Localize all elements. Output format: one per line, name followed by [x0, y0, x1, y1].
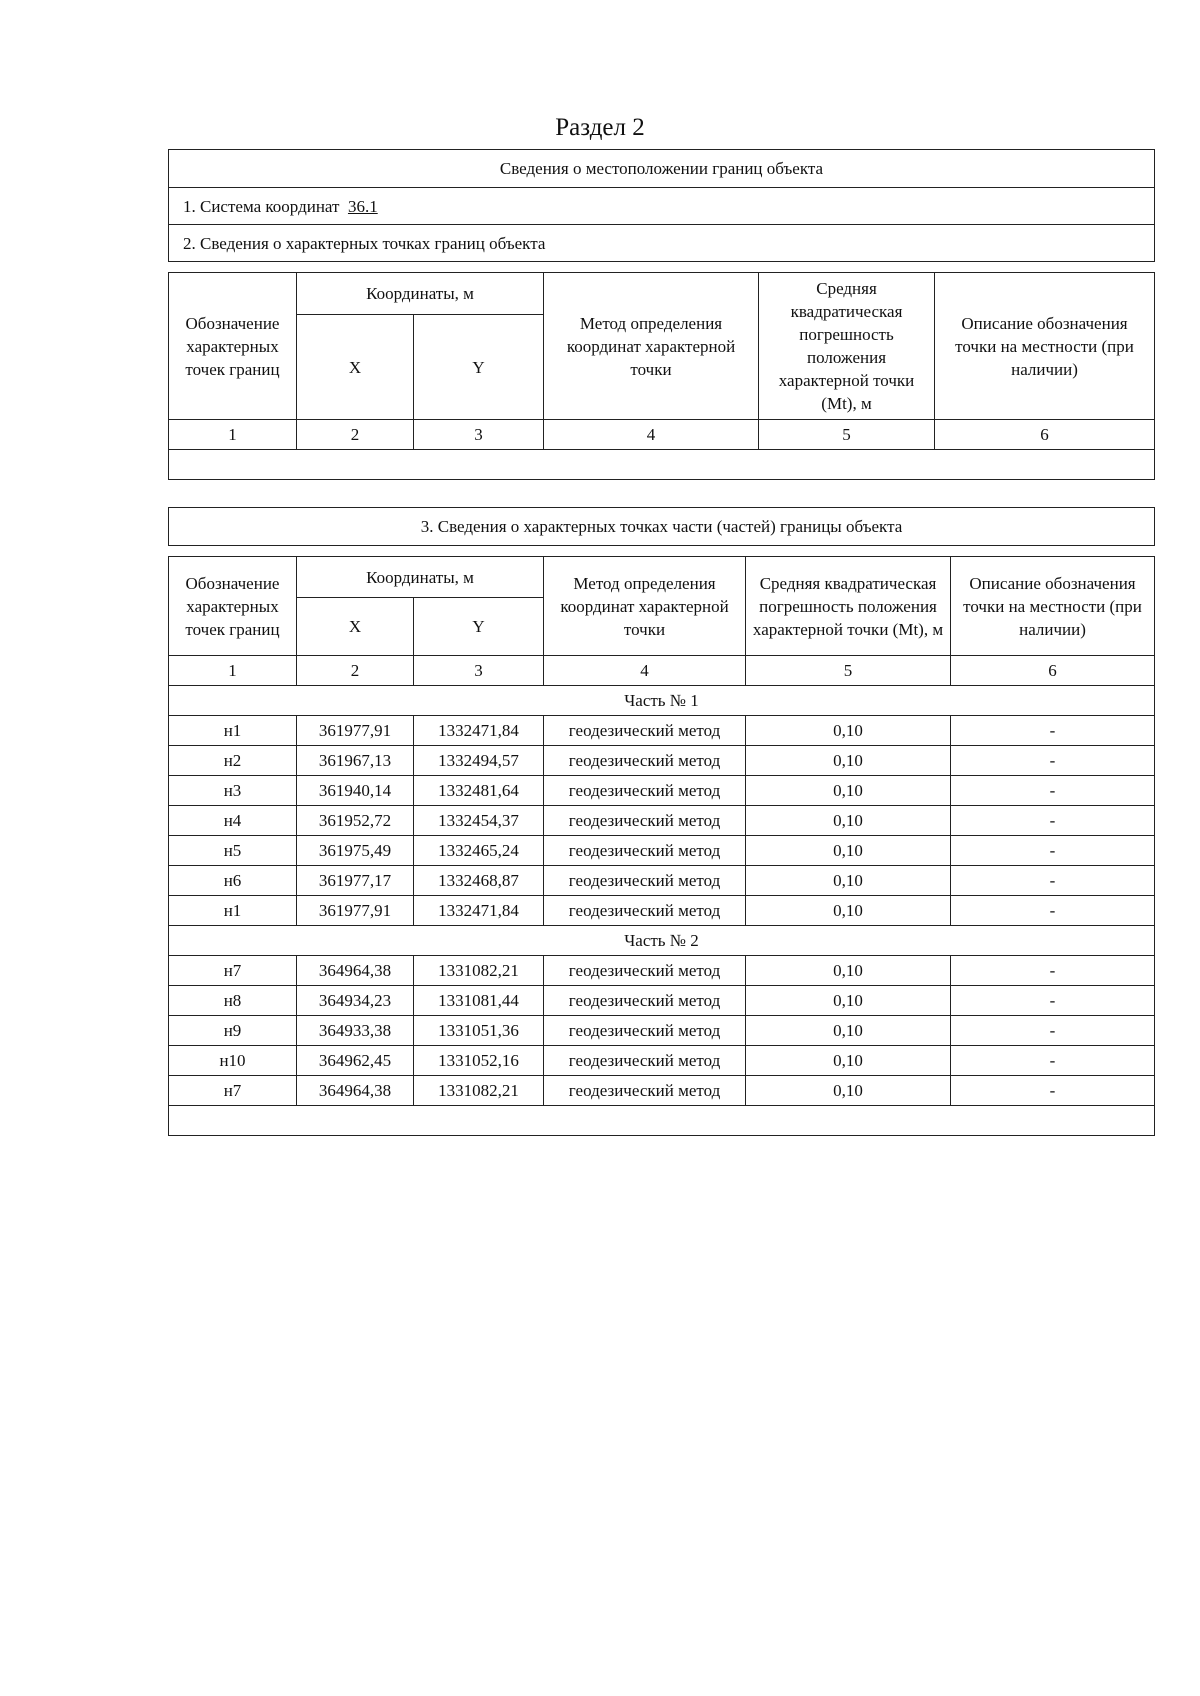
- section3-title: 3. Сведения о характерных точках части (частей) границы объекта: [169, 508, 1155, 546]
- desc-cell: -: [951, 896, 1155, 926]
- table-row: [169, 806, 1155, 836]
- error-cell: 0,10: [746, 716, 951, 746]
- y-cell: 1332471,84: [414, 896, 544, 926]
- method-cell: геодезический метод: [544, 1016, 746, 1046]
- location-info-header: [168, 149, 1155, 262]
- point-cell: н4: [169, 806, 297, 836]
- table-row: [169, 896, 1155, 926]
- desc-cell: -: [951, 866, 1155, 896]
- table-row: [169, 1016, 1155, 1046]
- x-cell: 364934,23: [297, 986, 414, 1016]
- boundary-points-table: [168, 272, 1155, 480]
- method-cell: геодезический метод: [544, 896, 746, 926]
- column-number: 4: [544, 420, 759, 450]
- y-cell: 1331052,16: [414, 1046, 544, 1076]
- table-row: [169, 836, 1155, 866]
- error-cell: 0,10: [746, 896, 951, 926]
- error-cell: 0,10: [746, 1046, 951, 1076]
- x-cell: 364933,38: [297, 1016, 414, 1046]
- point-cell: н5: [169, 836, 297, 866]
- y-cell: 1332468,87: [414, 866, 544, 896]
- col-x-header: X: [297, 315, 414, 420]
- point-cell: н10: [169, 1046, 297, 1076]
- point-cell: н7: [169, 956, 297, 986]
- coord-system-label: 1. Система координат: [183, 196, 340, 216]
- part-points-table: [168, 556, 1155, 1136]
- col-x-header: X: [297, 598, 414, 656]
- y-cell: 1331082,21: [414, 956, 544, 986]
- desc-cell: -: [951, 986, 1155, 1016]
- y-cell: 1332471,84: [414, 716, 544, 746]
- column-number: 3: [414, 656, 544, 686]
- error-cell: 0,10: [746, 1076, 951, 1106]
- column-number: 3: [414, 420, 544, 450]
- y-cell: 1331081,44: [414, 986, 544, 1016]
- col-y-header: Y: [414, 598, 544, 656]
- col-point-header: Обозначение характерных точек границ: [169, 557, 297, 656]
- y-cell: 1332454,37: [414, 806, 544, 836]
- method-cell: геодезический метод: [544, 866, 746, 896]
- method-cell: геодезический метод: [544, 986, 746, 1016]
- x-cell: 364964,38: [297, 1076, 414, 1106]
- method-cell: геодезический метод: [544, 716, 746, 746]
- empty-row: [169, 1106, 1155, 1136]
- table-row: [169, 716, 1155, 746]
- x-cell: 361977,17: [297, 866, 414, 896]
- table-row: [169, 746, 1155, 776]
- table-row: [169, 986, 1155, 1016]
- method-cell: геодезический метод: [544, 806, 746, 836]
- method-cell: геодезический метод: [544, 746, 746, 776]
- location-title: Сведения о местоположении границ объекта: [169, 150, 1155, 188]
- col-error-header: Средняя квадратическая погрешность положения характерной точки (Mt), м: [746, 557, 951, 656]
- y-cell: 1332494,57: [414, 746, 544, 776]
- coord-system-row: [169, 188, 1155, 225]
- error-cell: 0,10: [746, 806, 951, 836]
- col-desc-header: Описание обозначения точки на местности (при наличии): [951, 557, 1155, 656]
- point-cell: н2: [169, 746, 297, 776]
- column-number: 6: [935, 420, 1155, 450]
- desc-cell: -: [951, 956, 1155, 986]
- column-number: 2: [297, 420, 414, 450]
- x-cell: 361952,72: [297, 806, 414, 836]
- table-row: [169, 776, 1155, 806]
- point-cell: н8: [169, 986, 297, 1016]
- method-cell: геодезический метод: [544, 776, 746, 806]
- column-number: 5: [746, 656, 951, 686]
- error-cell: 0,10: [746, 1016, 951, 1046]
- y-cell: 1331051,36: [414, 1016, 544, 1046]
- x-cell: 361975,49: [297, 836, 414, 866]
- error-cell: 0,10: [746, 836, 951, 866]
- col-method-header: Метод определения координат характерной точки: [544, 273, 759, 420]
- point-cell: н6: [169, 866, 297, 896]
- desc-cell: -: [951, 776, 1155, 806]
- part-points-title-box: [168, 507, 1155, 546]
- col-y-header: Y: [414, 315, 544, 420]
- column-number: 1: [169, 420, 297, 450]
- desc-cell: -: [951, 1046, 1155, 1076]
- y-cell: 1332465,24: [414, 836, 544, 866]
- section-title: Раздел 2: [555, 114, 645, 141]
- col-error-header: Средняя квадратическая погрешность положения характерной точки (Mt), м: [759, 273, 935, 420]
- desc-cell: -: [951, 1016, 1155, 1046]
- point-cell: н7: [169, 1076, 297, 1106]
- error-cell: 0,10: [746, 956, 951, 986]
- coord-system-value: 36.1: [347, 196, 378, 216]
- error-cell: 0,10: [746, 866, 951, 896]
- empty-row: [169, 450, 1155, 480]
- table-row: [169, 956, 1155, 986]
- col-coords-header: Координаты, м: [297, 557, 544, 598]
- column-number: 6: [951, 656, 1155, 686]
- x-cell: 361977,91: [297, 716, 414, 746]
- desc-cell: -: [951, 806, 1155, 836]
- desc-cell: -: [951, 746, 1155, 776]
- method-cell: геодезический метод: [544, 836, 746, 866]
- table-row: [169, 866, 1155, 896]
- part-title: Часть № 1: [169, 686, 1155, 716]
- col-coords-header: Координаты, м: [297, 273, 544, 315]
- column-numbers-row: [169, 420, 1155, 450]
- table-row: [169, 1076, 1155, 1106]
- column-number: 2: [297, 656, 414, 686]
- col-method-header: Метод определения координат характерной точки: [544, 557, 746, 656]
- col-desc-header: Описание обозначения точки на местности (при наличии): [935, 273, 1155, 420]
- error-cell: 0,10: [746, 746, 951, 776]
- x-cell: 361977,91: [297, 896, 414, 926]
- method-cell: геодезический метод: [544, 1046, 746, 1076]
- col-point-header: Обозначение характерных точек границ: [169, 273, 297, 420]
- method-cell: геодезический метод: [544, 956, 746, 986]
- error-cell: 0,10: [746, 986, 951, 1016]
- y-cell: 1331082,21: [414, 1076, 544, 1106]
- error-cell: 0,10: [746, 776, 951, 806]
- desc-cell: -: [951, 836, 1155, 866]
- table-row: [169, 1046, 1155, 1076]
- x-cell: 364962,45: [297, 1046, 414, 1076]
- point-cell: н9: [169, 1016, 297, 1046]
- x-cell: 361967,13: [297, 746, 414, 776]
- column-number: 5: [759, 420, 935, 450]
- part-title: Часть № 2: [169, 926, 1155, 956]
- points-title: 2. Сведения о характерных точках границ объекта: [169, 225, 1155, 262]
- desc-cell: -: [951, 716, 1155, 746]
- column-number: 4: [544, 656, 746, 686]
- method-cell: геодезический метод: [544, 1076, 746, 1106]
- x-cell: 361940,14: [297, 776, 414, 806]
- column-numbers-row: [169, 656, 1155, 686]
- point-cell: н1: [169, 896, 297, 926]
- desc-cell: -: [951, 1076, 1155, 1106]
- point-cell: н3: [169, 776, 297, 806]
- y-cell: 1332481,64: [414, 776, 544, 806]
- column-number: 1: [169, 656, 297, 686]
- point-cell: н1: [169, 716, 297, 746]
- x-cell: 364964,38: [297, 956, 414, 986]
